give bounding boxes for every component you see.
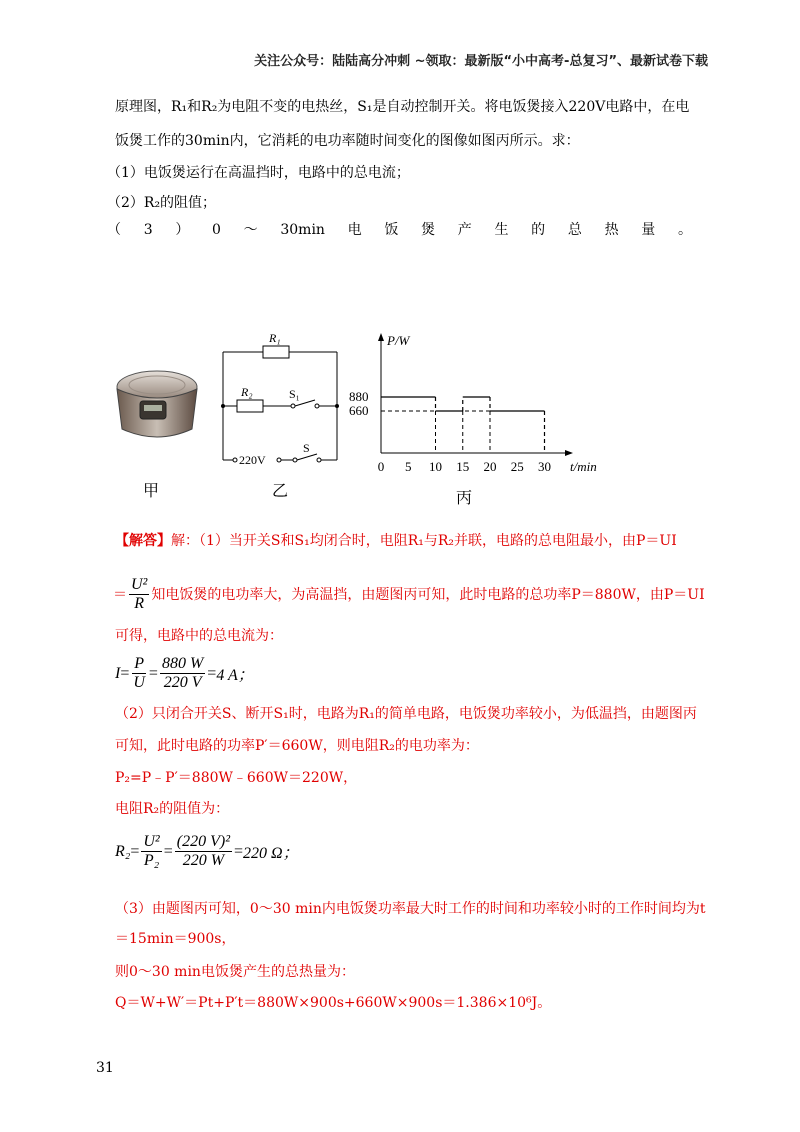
eq1-frac2 — [160, 655, 205, 692]
eq2-frac2-den: 220 W — [182, 852, 225, 869]
figure-label-bing: 丙 — [456, 488, 473, 507]
page-header: 关注公众号：陆陆高分冲刺 ~领取：最新版“小中高考-总复习”、最新试卷下载 — [254, 54, 708, 69]
q3-char: 。 — [677, 222, 692, 238]
q3-char: 电 — [347, 222, 362, 238]
answer-line-4: （2）只闭合开关S、断开S₁时，电路为R₁的简单电路，电饭煲功率较小，为低温挡，由题图丙 — [115, 706, 697, 722]
question-line-2: 饭煲工作的30min内，它消耗的电功率随时间变化的图像如图丙所示。求： — [115, 133, 580, 149]
q3-char: 生 — [494, 222, 509, 238]
x-tick-label: 30 — [538, 459, 551, 474]
frac-num: U² — [131, 576, 148, 593]
answer-line-11: Q＝W+W′＝Pt+P′t＝880W×900s+660W×900s＝1.386×10⁶J。 — [115, 995, 552, 1011]
figure-label-jia: 甲 — [143, 481, 160, 500]
label-r2: R₂ — [241, 385, 253, 399]
question-1: （1）电饭煲运行在高温挡时，电路中的总电流； — [107, 165, 410, 181]
eq2-frac1 — [141, 833, 161, 870]
q3-char: 量 — [641, 222, 656, 238]
frac-den: R — [134, 595, 145, 612]
answer-line-3: 可得，电路中的总电流为： — [115, 628, 283, 644]
answer-line-10: 则0～30 min电饭煲产生的总热量为： — [115, 964, 355, 980]
q3-char: 的 — [531, 222, 546, 238]
answer-tag: 【解答】 — [115, 533, 171, 549]
eq2-frac1-num: U² — [143, 833, 160, 850]
circuit-diagram — [215, 330, 345, 470]
answer-line-1 — [115, 531, 677, 551]
question-3 — [107, 220, 692, 240]
eq1-frac1-num: P — [134, 655, 145, 672]
q3-char: 30min — [280, 222, 325, 238]
answer-line-5: 可知，此时电路的功率P′＝660W，则电阻R₂的电功率为： — [115, 738, 479, 754]
x-tick-label: 5 — [405, 459, 412, 474]
eq2-frac2 — [175, 833, 232, 870]
eq2-lhs: R₂ — [115, 842, 131, 860]
page-number: 31 — [96, 1060, 114, 1076]
question-line-1: 原理图，R₁和R₂为电阻不变的电热丝，S₁是自动控制开关。将电饭煲接入220V电路中，在电 — [115, 99, 690, 115]
q3-char: 煲 — [421, 222, 436, 238]
figure-label-yi: 乙 — [272, 481, 289, 500]
eq1-frac2-den: 220 V — [163, 674, 202, 691]
answer-line-9: ＝15min＝900s， — [115, 931, 236, 947]
q3-char: （ — [107, 222, 121, 238]
label-s1: S₁ — [289, 387, 300, 401]
label-s: S — [303, 441, 310, 455]
q3-char: 饭 — [384, 222, 399, 238]
q3-char: 热 — [604, 222, 619, 238]
eq1-frac2-num: 880 W — [161, 655, 204, 672]
y-axis-arrow — [378, 333, 384, 341]
answer-l2-prefix: ＝ — [113, 586, 127, 603]
label-r1: R₁ — [269, 331, 281, 345]
answer-line-7: 电阻R₂的阻值为： — [115, 801, 230, 817]
q3-char: 总 — [567, 222, 582, 238]
answer-line-2 — [113, 576, 705, 613]
equation-current: I = $\frac{P}{U}$ = $\frac{880 W}{220 V}$ = 4 A； — [115, 655, 254, 691]
label-220v: 220V — [239, 453, 266, 467]
y-tick-label: 880 — [349, 389, 369, 404]
x-tick-label: 20 — [483, 459, 497, 474]
q3-char: ） — [175, 222, 190, 238]
answer-l1-text: 解：（1）当开关S和S₁均闭合时，电阻R₁与R₂并联，电路的总电阻最小，由P＝UI — [171, 533, 677, 549]
eq2-rhs: 220 Ω； — [243, 845, 299, 862]
eq1-frac1-den: U — [133, 674, 145, 691]
x-tick-label: 25 — [510, 459, 524, 474]
eq1-lhs: I — [115, 664, 121, 682]
q3-char: 3 — [143, 222, 153, 238]
x-tick-label: 10 — [429, 459, 442, 474]
x-tick-label: 0 — [377, 459, 385, 474]
eq2-frac1-den: P₂ — [143, 852, 160, 869]
eq2-frac2-num: (220 V)² — [176, 833, 230, 850]
eq1-rhs: 4 A； — [216, 667, 254, 684]
answer-line-6: P₂=P﹣P′＝880W﹣660W＝220W， — [115, 770, 358, 786]
q3-char: 产 — [457, 222, 472, 238]
rice-cooker-image — [110, 365, 205, 445]
power-time-graph — [345, 325, 610, 480]
y-tick-label: 660 — [349, 403, 369, 418]
answer-l2-text: 知电饭煲的电功率大，为高温挡，由题图丙可知，此时电路的总功率P＝880W，由P＝UI — [151, 586, 705, 603]
question-2: （2）R₂的阻值； — [107, 195, 217, 211]
q3-char: ～ — [243, 222, 258, 238]
x-tick-label: 15 — [456, 459, 470, 474]
x-axis-arrow — [565, 450, 573, 456]
answer-line-8: （3）由题图丙可知，0～30 min内电饭煲功率最大时工作的时间和功率较小时的工作时间均为t — [115, 901, 706, 917]
equation-resistance: R₂ = $\frac{\text{U²}}{\text{P₂}}$ = $\frac{\text{(220 V)²}}{220 W}$ = 220 Ω； — [115, 833, 299, 869]
x-axis-label: t/min — [570, 459, 597, 474]
q3-char: 0 — [212, 222, 221, 238]
eq1-frac1 — [131, 655, 147, 692]
y-axis-label: P/W — [387, 333, 410, 348]
fraction-u2-over-r — [129, 576, 149, 613]
